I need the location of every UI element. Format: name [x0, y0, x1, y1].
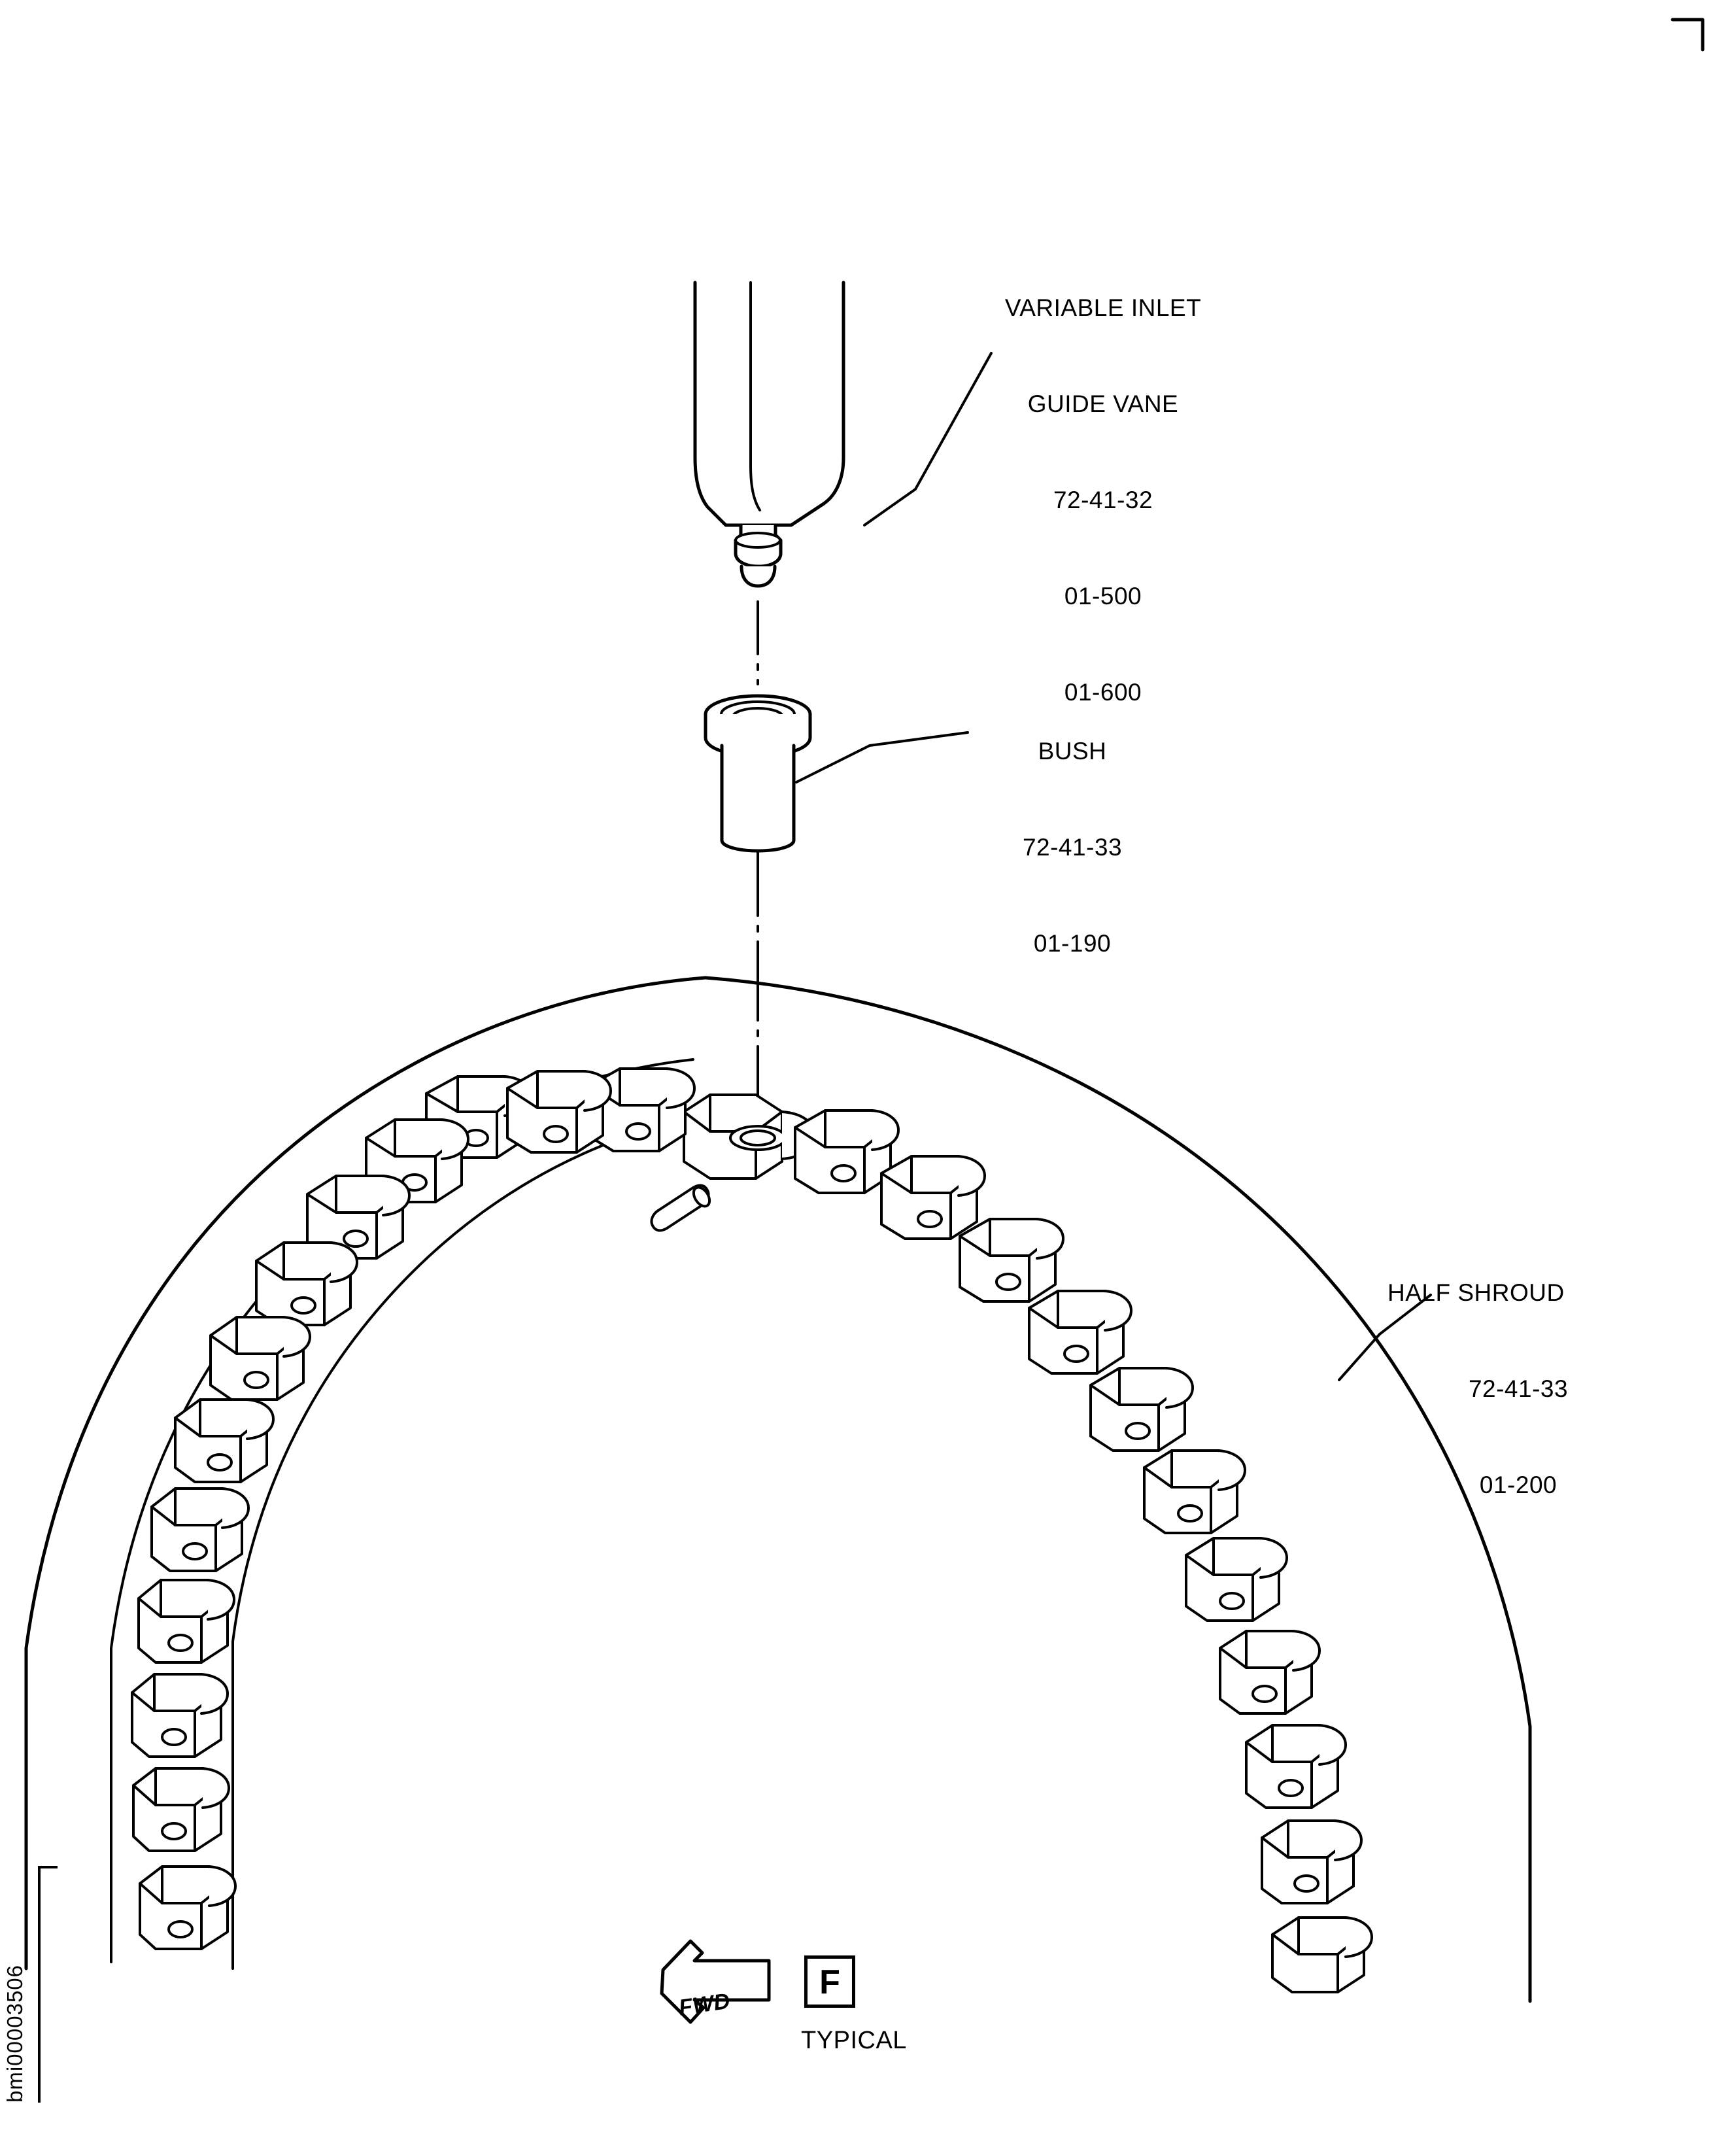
- callout-title-line-2: GUIDE VANE: [1027, 390, 1179, 417]
- callout-title-line-1: HALF SHROUD: [1387, 1279, 1565, 1306]
- callout-part-number: 72-41-32: [1053, 487, 1153, 513]
- callout-part-number: 01-600: [1064, 679, 1142, 706]
- callout-title-line-1: VARIABLE INLET: [1004, 294, 1202, 321]
- figure-reference: bmi00003506: [3, 1965, 27, 2103]
- leader-bush: [796, 732, 968, 782]
- callout-part-number: 01-200: [1479, 1471, 1557, 1498]
- shroud-vane-slot-row: [132, 1069, 1372, 1992]
- callout-part-number: 72-41-33: [1468, 1375, 1569, 1402]
- callout-half-shroud: [1387, 1213, 1649, 1565]
- callout-part-number: 01-190: [1033, 930, 1112, 957]
- fwd-arrow-label: FWD: [677, 1988, 732, 2021]
- figure-reference-bracket: [38, 1866, 58, 2103]
- bush-part: [706, 696, 810, 851]
- callout-title-line-1: BUSH: [1038, 738, 1107, 765]
- zone-letter: F: [819, 1963, 840, 2001]
- typical-label: TYPICAL: [801, 2027, 907, 2054]
- callout-part-number: 01-500: [1064, 583, 1142, 610]
- crop-mark-icon: [1673, 20, 1703, 50]
- callout-part-number: 72-41-33: [1022, 834, 1123, 861]
- variable-inlet-guide-vane-part: [695, 283, 843, 586]
- callout-bush: [974, 671, 1170, 1024]
